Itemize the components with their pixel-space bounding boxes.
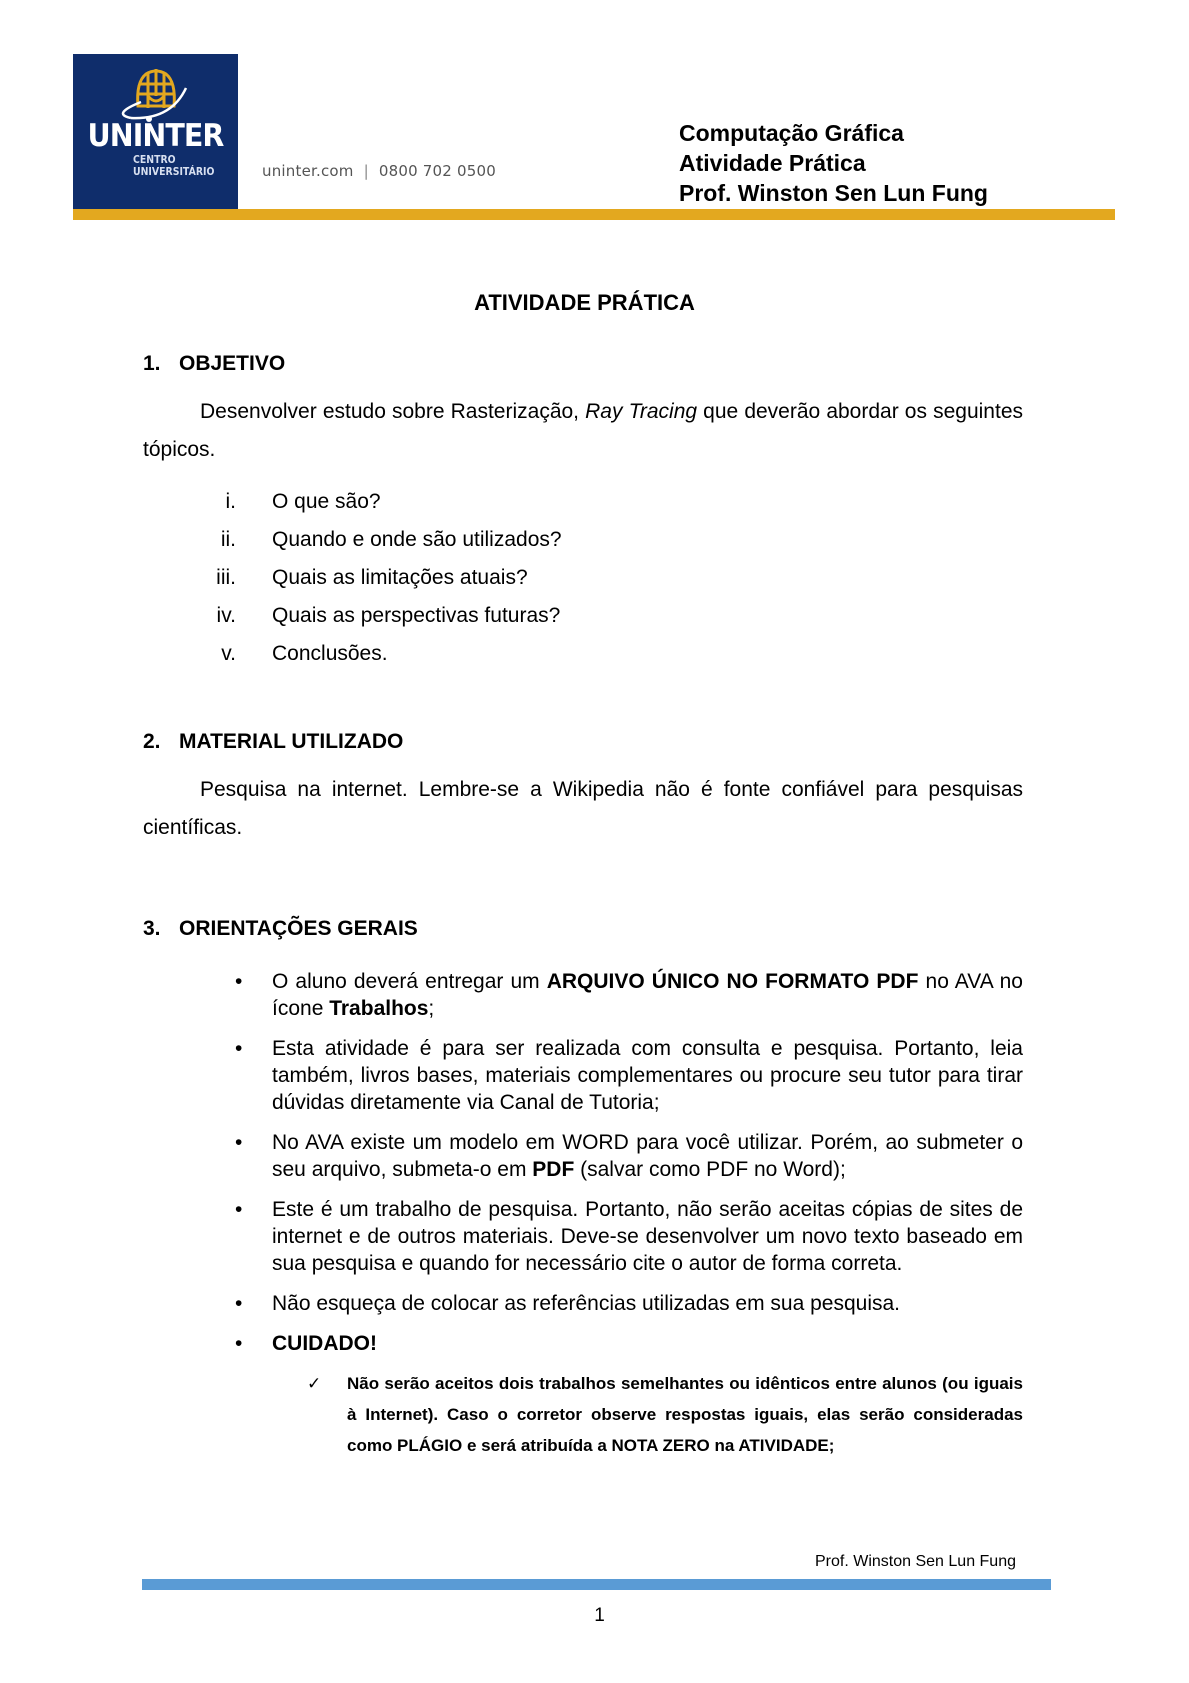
header-divider bbox=[73, 209, 1115, 220]
list-marker: iii. bbox=[216, 566, 236, 589]
bullet-icon: • bbox=[235, 1037, 243, 1060]
guideline-text: O aluno deverá entregar um bbox=[272, 970, 547, 993]
course-name: Computação Gráfica bbox=[679, 120, 904, 146]
paragraph-text: Pesquisa na internet. Lembre-se a Wikipedia não é fonte confiável para pesquisas científicas. bbox=[143, 778, 1023, 839]
section-heading-objetivo bbox=[143, 352, 285, 376]
guideline-bold: Trabalhos bbox=[329, 997, 429, 1020]
topic-list-item bbox=[190, 604, 561, 628]
globe-icon bbox=[101, 66, 211, 126]
list-text: Quais as perspectivas futuras? bbox=[272, 604, 561, 627]
bullet-icon: • bbox=[235, 1131, 243, 1154]
phone-number: 0800 702 0500 bbox=[378, 162, 496, 180]
list-text: Quando e onde são utilizados? bbox=[272, 528, 562, 551]
guideline-text: no AVA no ícone bbox=[272, 970, 1023, 1020]
list-text: Conclusões. bbox=[272, 642, 388, 665]
document-title: ATIVIDADE PRÁTICA bbox=[474, 290, 695, 315]
bullet-icon: • bbox=[235, 1292, 243, 1315]
uninter-logo bbox=[73, 54, 238, 209]
guideline-text: Este é um trabalho de pesquisa. Portanto, não serão aceitas cópias de sites de internet e de outros materiais. Deve-se desenvolver um novo texto baseado em sua pesquisa e quando for necessário cite o autor de forma correta. bbox=[272, 1198, 1023, 1275]
objetivo-paragraph bbox=[143, 393, 1023, 469]
section-heading-orientacoes bbox=[143, 917, 418, 941]
warning-text: Não serão aceitos dois trabalhos semelhantes ou idênticos entre alunos (ou iguais à Internet). Caso o corretor observe respostas iguais, elas serão consideradas como PLÁGIO e será atribuída a NOTA ZERO na ATIVIDADE; bbox=[347, 1374, 1023, 1455]
paragraph-text: Desenvolver estudo sobre Rasterização, bbox=[200, 400, 586, 423]
section-title: MATERIAL UTILIZADO bbox=[179, 730, 404, 753]
logo-subtitle bbox=[133, 154, 214, 178]
guidelines-list bbox=[235, 968, 1023, 1461]
bullet-icon: • bbox=[235, 1198, 243, 1221]
topic-list-item bbox=[190, 528, 562, 552]
contact-info bbox=[262, 162, 496, 180]
section-number: 1. bbox=[143, 352, 161, 375]
topic-list-item bbox=[190, 566, 528, 590]
page-number: 1 bbox=[594, 1605, 605, 1626]
topic-list-item bbox=[190, 490, 381, 514]
guideline-text: No AVA existe um modelo em WORD para você utilizar. Porém, ao submeter o seu arquivo, submeta-o em bbox=[272, 1131, 1023, 1181]
logo-brand: UNINTER bbox=[87, 118, 224, 154]
warning-label: CUIDADO! bbox=[272, 1332, 377, 1355]
guideline-item bbox=[235, 1129, 1023, 1183]
list-text: O que são? bbox=[272, 490, 381, 513]
guideline-item bbox=[235, 968, 1023, 1022]
list-marker: i. bbox=[225, 490, 236, 513]
bullet-icon: • bbox=[235, 1332, 243, 1355]
guideline-text: Esta atividade é para ser realizada com consulta e pesquisa. Portanto, leia também, livros bases, materiais complementares ou procure seu tutor para tirar dúvidas diretamente via Canal de Tutoria; bbox=[272, 1037, 1023, 1114]
website-link[interactable]: uninter.com bbox=[262, 162, 354, 180]
logo-sub-line1: CENTRO bbox=[133, 153, 176, 166]
list-text: Quais as limitações atuais? bbox=[272, 566, 528, 589]
paragraph-text: que deverão abordar os seguintes tópicos. bbox=[143, 400, 1023, 461]
guideline-item bbox=[235, 1290, 1023, 1317]
section-heading-material bbox=[143, 730, 403, 754]
topic-list-item bbox=[190, 642, 388, 666]
guideline-item bbox=[235, 1035, 1023, 1116]
logo-sub-line2: UNIVERSITÁRIO bbox=[133, 165, 215, 178]
guideline-text: ; bbox=[428, 997, 435, 1020]
header-title-block bbox=[679, 118, 988, 208]
paragraph-italic-term: Ray Tracing bbox=[585, 400, 698, 423]
activity-name: Atividade Prática bbox=[679, 150, 866, 176]
guideline-bold: ARQUIVO ÚNICO NO FORMATO PDF bbox=[546, 970, 919, 993]
guideline-bold: PDF bbox=[532, 1158, 575, 1181]
list-marker: iv. bbox=[216, 604, 236, 627]
section-title: OBJETIVO bbox=[179, 352, 286, 375]
guideline-item bbox=[235, 1196, 1023, 1277]
list-marker: v. bbox=[221, 642, 236, 665]
bullet-icon: • bbox=[235, 970, 243, 993]
guideline-text: Não esqueça de colocar as referências utilizadas em sua pesquisa. bbox=[272, 1292, 901, 1315]
contact-separator: | bbox=[363, 162, 369, 180]
section-number: 3. bbox=[143, 917, 161, 940]
section-number: 2. bbox=[143, 730, 161, 753]
warning-check-item bbox=[272, 1368, 1023, 1461]
professor-name: Prof. Winston Sen Lun Fung bbox=[679, 180, 988, 206]
footer-divider bbox=[142, 1579, 1051, 1590]
list-marker: ii. bbox=[220, 528, 236, 551]
guideline-item-warning bbox=[235, 1330, 1023, 1357]
section-title: ORIENTAÇÕES GERAIS bbox=[179, 917, 418, 940]
material-paragraph bbox=[143, 771, 1023, 847]
guideline-text: (salvar como PDF no Word); bbox=[574, 1158, 846, 1181]
footer-author: Prof. Winston Sen Lun Fung bbox=[815, 1553, 1016, 1570]
checkmark-icon: ✓ bbox=[307, 1374, 322, 1393]
